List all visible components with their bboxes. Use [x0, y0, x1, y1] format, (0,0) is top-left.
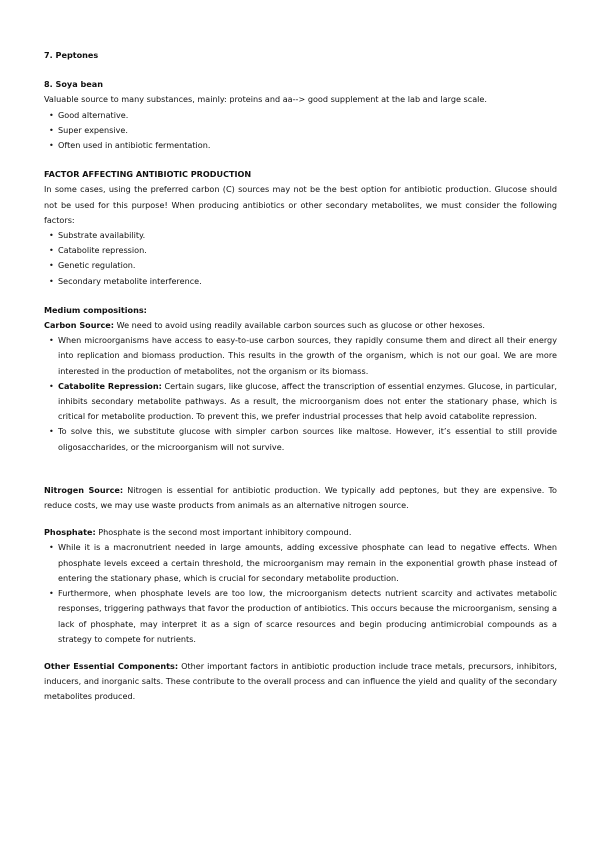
- list-item: • Furthermore, when phosphate levels are too low, the microorganism detects nutrient scarcity and activates metabolic responses, triggering pathways that favor the production of antibiotics. This occurs because the microorganism, sensing a lack of phosphate, may interpret it as a sign of scarce resources and begin producing antimicrobial compounds as a strategy to compete for nutrients.: [44, 586, 557, 647]
- medium-heading: Medium compositions:: [44, 304, 147, 315]
- list-item: [44, 379, 557, 425]
- factors-intro: In some cases, using the preferred carbon (C) sources may not be the best option for antibiotic production. Glucose should not be used for this purpose! When producing antibiotics or other secondary metabolites, we must consider the following factors:: [44, 184, 557, 225]
- nitrogen-label: Nitrogen Source:: [44, 484, 124, 495]
- factors-list: [44, 228, 557, 289]
- phosphate-label: Phosphate:: [44, 527, 96, 538]
- list-item: • Super expensive.: [44, 123, 557, 138]
- catabolite-text: Certain sugars, like glucose, affect the transcription of essential enzymes. Glucose, in particular, inhibits secondary metabolite pathways. As a result, the microorganism does not enter the stationary phase, which is critical for metabolite production. To prevent this, we prefer industrial processes that help avoid catabolite repression.: [58, 380, 557, 422]
- list-item: • Catabolite repression.: [44, 243, 557, 258]
- list-item: • Often used in antibiotic fermentation.: [44, 138, 557, 153]
- list-item: • When microorganisms have access to easy-to-use carbon sources, they rapidly consume them and direct all their energy into replication and biomass production. This results in the growth of the organism, which is not our goal. We are more interested in the production of metabolites, not the organism or its biomass.: [44, 333, 557, 379]
- soya-heading: 8. Soya bean: [44, 79, 103, 90]
- other-text: Other important factors in antibiotic production include trace metals, precursors, inhibitors, inducers, and inorganic salts. These contribute to the overall process and can influence the yield and quality of the secondary metabolites produced.: [44, 660, 557, 702]
- other-components-paragraph: [44, 659, 557, 705]
- nitrogen-text: Nitrogen is essential for antibiotic production. We typically add peptones, but they are expensive. To reduce costs, we may use waste products from animals as an alternative nitrogen source.: [44, 484, 557, 511]
- carbon-paragraph: [44, 318, 557, 333]
- list-item: • While it is a macronutrient needed in large amounts, adding excessive phosphate can lead to negative effects. When phosphate levels exceed a certain threshold, the microorganism may remain in the exponential growth phase instead of entering the stationary phase, which is crucial for secondary metabolite production.: [44, 540, 557, 586]
- list-item: • Secondary metabolite interference.: [44, 274, 557, 289]
- soya-list: [44, 108, 557, 154]
- phosphate-text: Phosphate is the second most important inhibitory compound.: [95, 527, 352, 538]
- list-item: • Substrate availability.: [44, 228, 557, 243]
- document-page: [44, 48, 557, 705]
- factors-heading: FACTOR AFFECTING ANTIBIOTIC PRODUCTION: [44, 169, 252, 180]
- nitrogen-paragraph: [44, 483, 557, 513]
- catabolite-label: Catabolite Repression:: [58, 380, 162, 391]
- carbon-list: [44, 333, 557, 455]
- carbon-label: Carbon Source:: [44, 320, 114, 331]
- phosphate-paragraph: [44, 525, 557, 540]
- list-item: • To solve this, we substitute glucose with simpler carbon sources like maltose. However, it’s essential to still provide oligosaccharides, or the microorganism will not survive.: [44, 424, 557, 454]
- other-label: Other Essential Components:: [44, 660, 179, 671]
- list-item: • Good alternative.: [44, 108, 557, 123]
- soya-intro: Valuable source to many substances, mainly: proteins and aa--> good supplement at the lab and large scale.: [44, 94, 487, 105]
- carbon-text: We need to avoid using readily available carbon sources such as glucose or other hexoses.: [114, 320, 486, 331]
- phosphate-list: [44, 540, 557, 646]
- list-item: • Genetic regulation.: [44, 258, 557, 273]
- peptones-heading: 7. Peptones: [44, 50, 99, 60]
